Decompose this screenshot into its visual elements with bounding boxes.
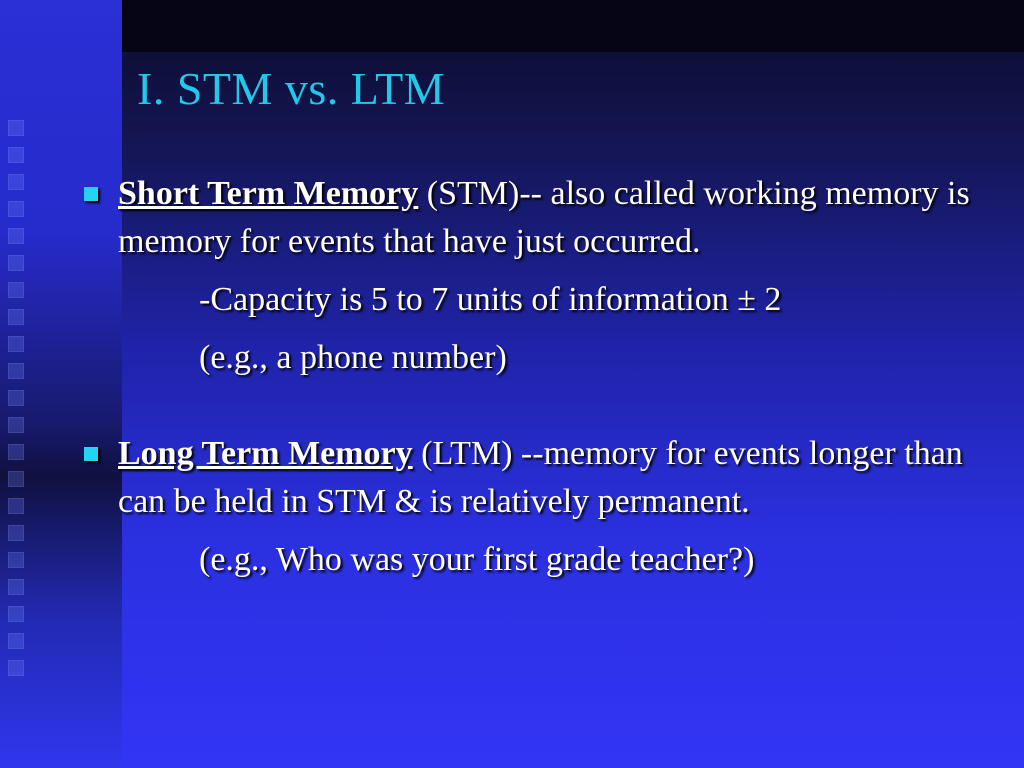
bullet-ltm [78, 430, 998, 526]
sub-line: (e.g., a phone number) [199, 339, 507, 376]
slide-title: I. STM vs. LTM [137, 63, 446, 114]
bullet-term: Long Term Memory [118, 435, 413, 472]
sub-line: -Capacity is 5 to 7 units of information ± 2 [199, 281, 782, 318]
slide-content [78, 170, 998, 584]
bullet-term: Short Term Memory [118, 175, 419, 212]
bullet-text: (STM)-- also called working memory is memory for events that have just occurred. [118, 175, 970, 260]
bullet-text: (LTM) --memory for events longer than can be held in STM & is relatively permanent. [118, 435, 963, 520]
square-bullet-icon [84, 447, 98, 461]
bullet-stm [78, 170, 998, 266]
sub-line: (e.g., Who was your first grade teacher?) [199, 541, 755, 578]
decorative-squares [6, 120, 30, 687]
top-dark-band [122, 0, 1024, 52]
square-bullet-icon [84, 187, 98, 201]
